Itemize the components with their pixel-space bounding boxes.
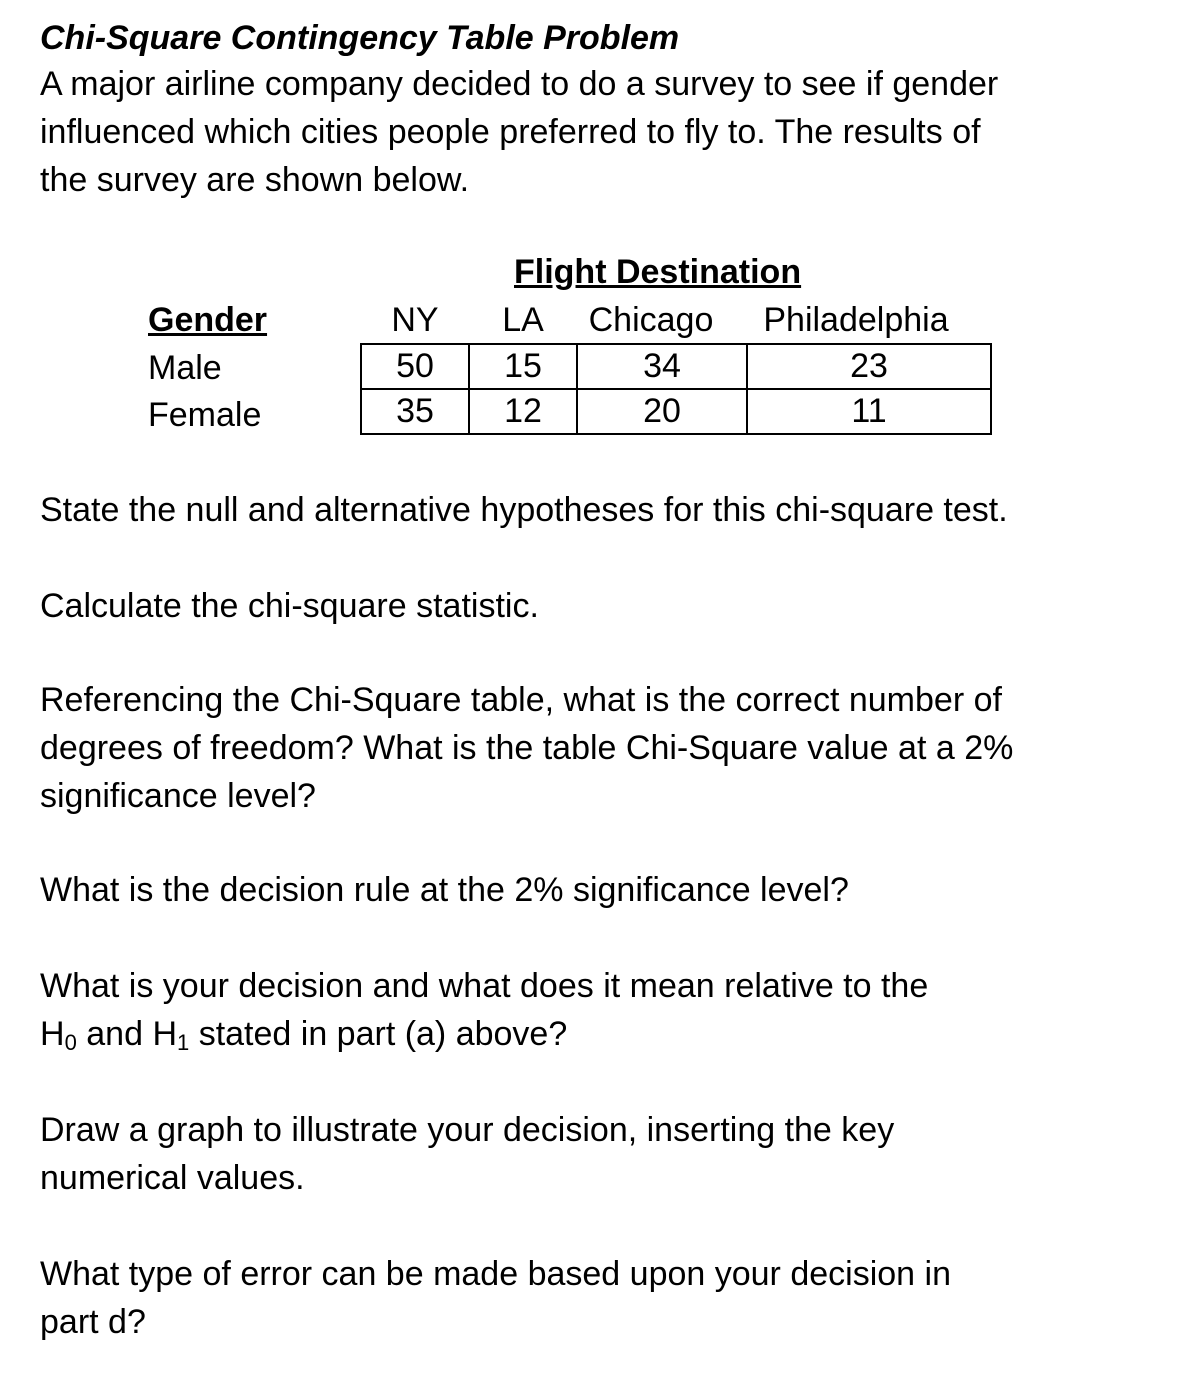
table-cell: 23	[747, 344, 991, 389]
question-rest: stated in part (a) above?	[189, 1015, 568, 1053]
h1-subscript: 1	[177, 1030, 190, 1055]
intro-line: A major airline company decided to do a survey to see if gender	[40, 65, 999, 103]
question-line	[40, 1010, 928, 1058]
row-label-male: Male	[148, 349, 222, 387]
question-line: What type of error can be made based upon your decision in	[40, 1255, 951, 1293]
question-graph	[40, 1106, 894, 1202]
question-hypotheses: State the null and alternative hypotheses for this chi-square test.	[40, 491, 1008, 529]
table-title: Flight Destination	[514, 253, 802, 291]
question-decision-rule: What is the decision rule at the 2% significance level?	[40, 871, 849, 909]
column-header-la: LA	[502, 301, 544, 339]
h0-subscript: 0	[64, 1030, 77, 1055]
contingency-table	[360, 343, 992, 435]
gender-header: Gender	[148, 301, 268, 339]
question-line: degrees of freedom? What is the table Chi-Square value at a 2%	[40, 729, 1014, 767]
intro-line: influenced which cities people preferred to fly to. The results of	[40, 113, 981, 151]
table-row-female	[361, 389, 991, 434]
problem-title: Chi-Square Contingency Table Problem	[40, 19, 680, 57]
question-statistic: Calculate the chi-square statistic.	[40, 587, 539, 625]
column-header-philadelphia: Philadelphia	[763, 301, 949, 339]
table-cell: 35	[361, 389, 469, 434]
question-line: Draw a graph to illustrate your decision, inserting the key	[40, 1111, 895, 1149]
intro-paragraph	[40, 60, 998, 204]
and-text: and	[76, 1015, 153, 1053]
question-line: numerical values.	[40, 1159, 305, 1197]
question-error-type	[40, 1250, 951, 1346]
column-header-ny: NY	[391, 301, 439, 339]
table-cell: 20	[577, 389, 747, 434]
column-header-chicago: Chicago	[588, 301, 714, 339]
table-cell: 12	[469, 389, 577, 434]
question-line: Referencing the Chi-Square table, what is the correct number of	[40, 681, 1002, 719]
h0-letter: H	[40, 1015, 65, 1053]
table-cell: 34	[577, 344, 747, 389]
table-row-male	[361, 344, 991, 389]
question-line: What is your decision and what does it mean relative to the	[40, 967, 929, 1005]
question-decision	[40, 962, 928, 1058]
table-cell: 15	[469, 344, 577, 389]
question-line: part d?	[40, 1303, 146, 1341]
row-label-female: Female	[148, 396, 262, 434]
question-degrees-of-freedom	[40, 676, 1013, 820]
h1-letter: H	[152, 1015, 177, 1053]
intro-line: the survey are shown below.	[40, 161, 470, 199]
table-cell: 11	[747, 389, 991, 434]
question-line: significance level?	[40, 777, 316, 815]
table-cell: 50	[361, 344, 469, 389]
